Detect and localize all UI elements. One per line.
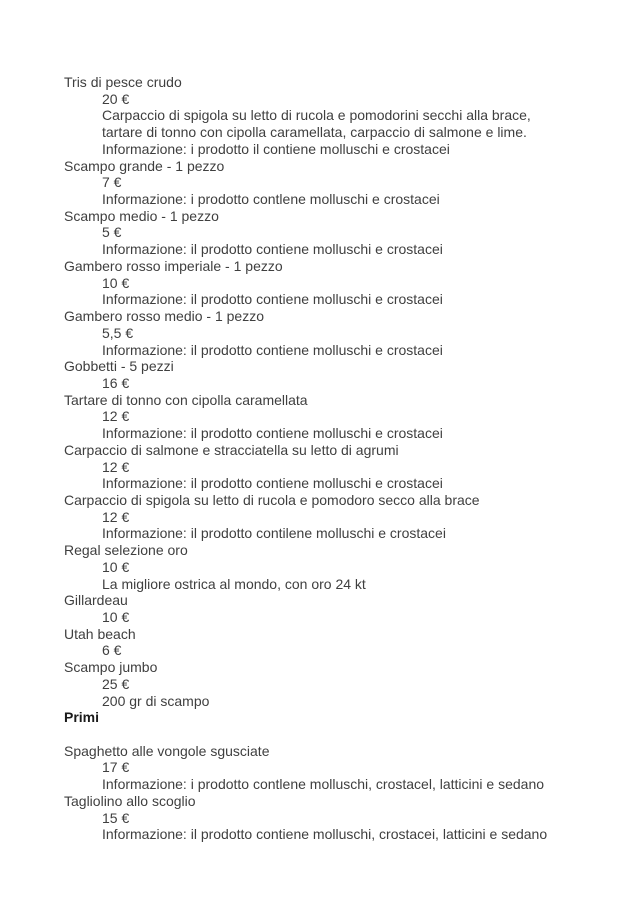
menu-item-name: Gillardeau	[64, 592, 128, 609]
menu-item-price: 10 €	[102, 558, 130, 575]
menu-item-price: 10 €	[102, 274, 130, 291]
menu-item-price: 15 €	[102, 809, 130, 826]
menu-item-info: Informazione: il prodotto contiene molluschi e crostacei	[102, 341, 443, 358]
menu-item	[64, 626, 580, 659]
menu-item-price: 12 €	[102, 508, 130, 525]
menu-item	[64, 659, 580, 709]
menu-item-name: Scampo jumbo	[64, 659, 158, 676]
menu-item-description-line: Carpaccio di spigola su letto di rucola e pomodorini secchi alla brace,	[102, 107, 531, 124]
menu-item-name: Tagliolino allo scoglio	[64, 792, 196, 809]
menu-item	[64, 208, 580, 258]
menu-item-description-line: tartare di tonno con cipolla caramellata, carpaccio di salmone e lime.	[102, 124, 527, 141]
menu-item-name: Gobbetti - 5 pezzi	[64, 358, 174, 375]
menu-item-info: Informazione: il prodotto contiene molluschi e crostacei	[102, 475, 443, 492]
menu-item-price: 7 €	[102, 174, 122, 191]
menu-item-name: Scampo grande - 1 pezzo	[64, 157, 225, 174]
section-title: Primi	[64, 709, 100, 726]
menu-item-name: Gambero rosso imperiale - 1 pezzo	[64, 257, 283, 274]
menu-item-info: Informazione: i prodotto contlene molluschi e crostacei	[102, 191, 440, 208]
menu-item	[64, 442, 580, 492]
menu-item-name: Gambero rosso medio - 1 pezzo	[64, 308, 264, 325]
menu-item	[64, 158, 580, 208]
menu-item-info: Informazione: il prodotto contiene molluschi e crostacei	[102, 425, 443, 442]
menu-item-name: Carpaccio di salmone e stracciatella su letto di agrumi	[64, 441, 399, 458]
menu-item-price: 10 €	[102, 609, 130, 625]
menu-item-price: 5 €	[102, 224, 122, 241]
menu-item	[64, 542, 580, 592]
menu-item-info: Informazione: i prodotto contlene molluschi, crostacel, latticini e sedano	[102, 776, 545, 793]
blank-line	[64, 726, 580, 743]
menu-item-info: Informazione: il prodotto contilene molluschi e crostacei	[102, 525, 446, 542]
menu-item-name: Spaghetto alle vongole sgusciate	[64, 742, 270, 759]
menu-item	[64, 308, 580, 358]
menu-item	[64, 492, 580, 542]
menu-item-info: Informazione: i prodotto il contiene molluschi e crostacei	[102, 140, 450, 157]
menu-item-price: 17 €	[102, 759, 130, 776]
menu-item	[64, 258, 580, 308]
menu-item-name: Regal selezione oro	[64, 542, 188, 559]
menu-content	[64, 74, 580, 843]
menu-item-price: 5,5 €	[102, 324, 134, 341]
menu-item	[64, 592, 580, 625]
menu-item-name: Tartare di tonno con cipolla caramellata	[64, 391, 308, 408]
menu-item-price: 16 €	[102, 374, 130, 391]
menu-item-price: 20 €	[102, 90, 130, 107]
menu-item-name: Carpaccio di spigola su letto di rucola e pomodoro secco alla brace	[64, 491, 480, 508]
menu-item	[64, 793, 580, 843]
menu-item-name: Tris di pesce crudo	[64, 74, 182, 90]
menu-item-price: 6 €	[102, 642, 122, 659]
menu-item	[64, 392, 580, 442]
menu-item-description-line: La migliore ostrica al mondo, con oro 24 kt	[102, 575, 366, 592]
menu-item	[64, 743, 580, 793]
menu-item-description-line: 200 gr di scampo	[102, 692, 210, 709]
menu-item-price: 12 €	[102, 458, 130, 475]
menu-item-info: Informazione: il prodotto contiene molluschi e crostacei	[102, 241, 443, 258]
menu-item	[64, 358, 580, 391]
menu-item-price: 25 €	[102, 675, 130, 692]
menu-item-name: Utah beach	[64, 625, 136, 642]
menu-item-price: 12 €	[102, 408, 130, 425]
menu-item-info: Informazione: il prodotto contiene molluschi e crostacei	[102, 291, 443, 308]
menu-item-name: Scampo medio - 1 pezzo	[64, 207, 219, 224]
menu-item-info: Informazione: il prodotto contiene molluschi, crostacei, latticini e sedano	[102, 826, 548, 843]
menu-item	[64, 74, 580, 158]
